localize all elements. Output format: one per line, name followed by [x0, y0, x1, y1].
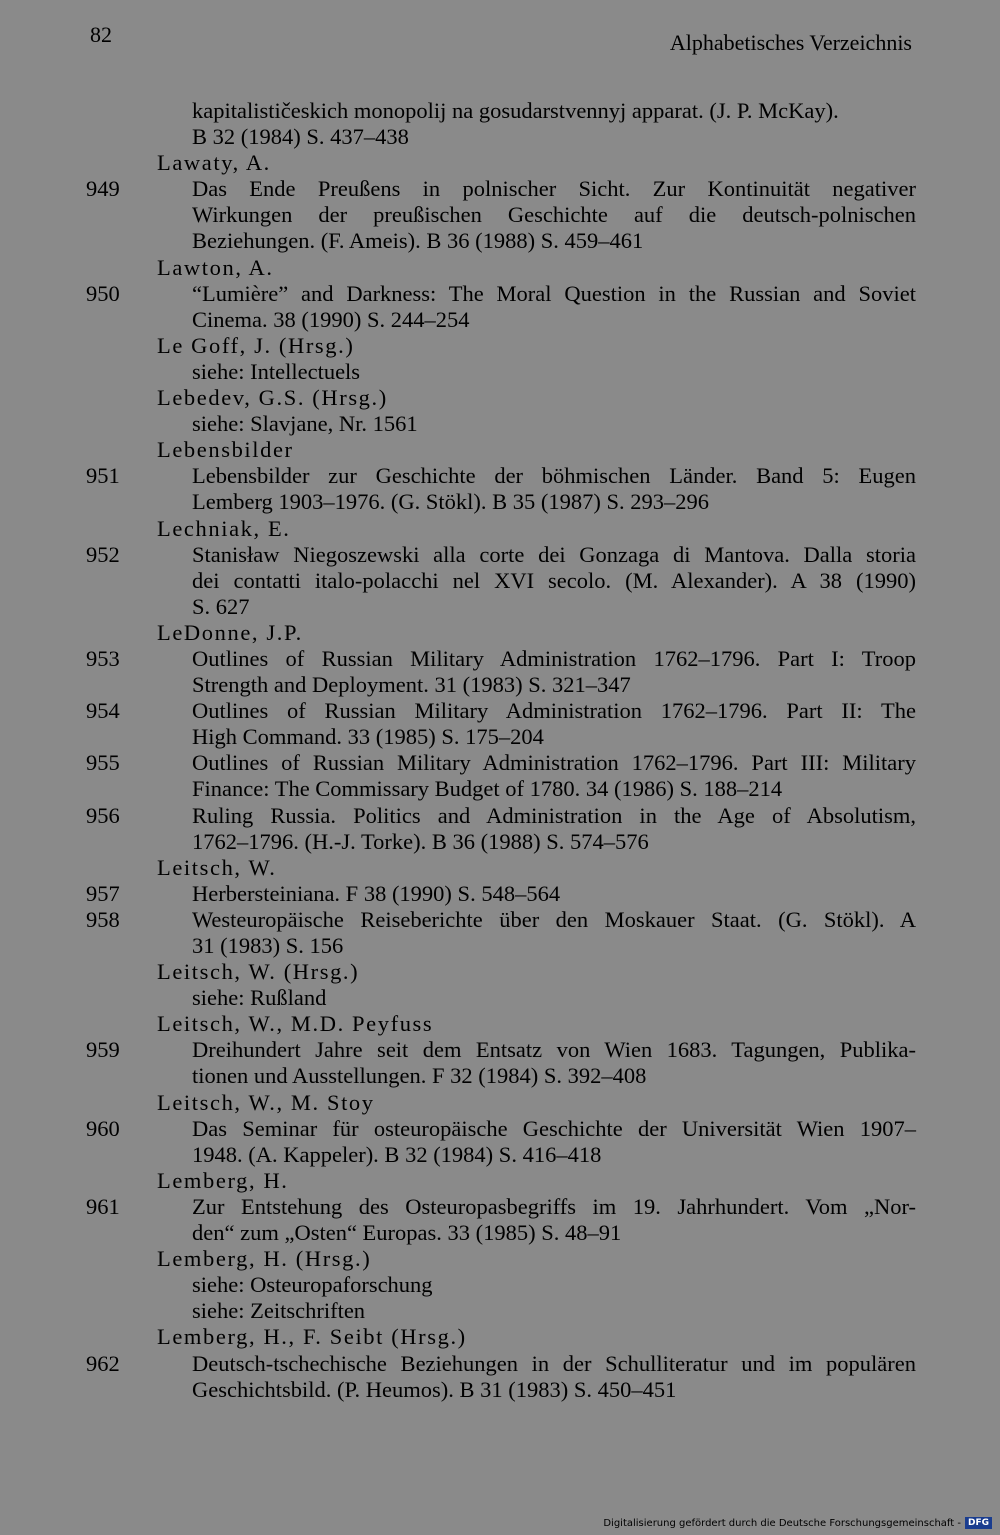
index-entry: [86, 750, 916, 776]
entry-continuation: [86, 411, 916, 437]
entry-text: den“ zum „Osten“ Europas. 33 (1985) S. 48–91: [192, 1220, 622, 1246]
entry-text: Stanisław Niegoszewski alla corte dei Gonzaga di Mantova. Dalla storia: [192, 541, 916, 567]
index-entry: [86, 463, 916, 489]
entry-number: 957: [86, 880, 120, 906]
entry-text: Herbersteiniana. F 38 (1990) S. 548–564: [192, 880, 561, 906]
entry-text: High Command. 33 (1985) S. 175–204: [192, 724, 544, 750]
entry-continuation: [86, 568, 916, 594]
author-name: Lebensbilder: [157, 437, 294, 463]
entry-continuation: [86, 829, 916, 855]
index-entry: [86, 698, 916, 724]
author-name: Lawaty, A.: [157, 150, 271, 176]
index-entry: [86, 803, 916, 829]
author-name: Lemberg, H. (Hrsg.): [157, 1246, 372, 1272]
entry-text: siehe: Slavjane, Nr. 1561: [192, 411, 418, 437]
entry-continuation: [86, 1142, 916, 1168]
index-entry: [86, 646, 916, 672]
author-name: Lawton, A.: [157, 254, 274, 280]
entry-text: Strength and Deployment. 31 (1983) S. 321–347: [192, 672, 631, 698]
author-heading: [86, 855, 916, 881]
entry-text: Das Seminar für osteuropäische Geschichte der Universität Wien 1907–: [192, 1115, 916, 1141]
index-entry: [86, 907, 916, 933]
author-name: Lechniak, E.: [157, 515, 291, 541]
entry-text: tionen und Ausstellungen. F 32 (1984) S. 392–408: [192, 1063, 647, 1089]
entry-text: Lemberg 1903–1976. (G. Stökl). B 35 (1987) S. 293–296: [192, 489, 710, 515]
entry-continuation: [86, 98, 916, 124]
digitization-credit: [603, 1517, 992, 1529]
entry-text: Finance: The Commissary Budget of 1780. 34 (1986) S. 188–214: [192, 776, 783, 802]
author-heading: [86, 620, 916, 646]
entry-number: 952: [86, 541, 120, 567]
entry-text: Outlines of Russian Military Administration 1762–1796. Part III: Military: [192, 750, 916, 776]
index-entry: [86, 1351, 916, 1377]
entry-continuation: [86, 776, 916, 802]
dfg-logo: DFG: [965, 1517, 992, 1529]
entry-number: 950: [86, 280, 120, 306]
index-entry: [86, 1037, 916, 1063]
entry-text: B 32 (1984) S. 437–438: [192, 124, 409, 150]
entry-text: dei contatti italo-polacchi nel XVI secolo. (M. Alexander). A 38 (1990): [192, 567, 916, 593]
entry-text: siehe: Intellectuels: [192, 358, 361, 384]
entry-continuation: [86, 307, 916, 333]
author-heading: [86, 1011, 916, 1037]
entry-continuation: [86, 1063, 916, 1089]
entry-text: Westeuropäische Reiseberichte über den Moskauer Staat. (G. Stökl). A: [192, 906, 916, 932]
entry-text: Geschichtsbild. (P. Heumos). B 31 (1983) S. 450–451: [192, 1376, 677, 1402]
entry-text: Cinema. 38 (1990) S. 244–254: [192, 306, 470, 332]
entry-continuation: [86, 1220, 916, 1246]
entry-text: Ruling Russia. Politics and Administration in the Age of Absolutism,: [192, 802, 916, 828]
entry-text: Deutsch-tschechische Beziehungen in der Schulliteratur und im populären: [192, 1350, 916, 1376]
entry-number: 951: [86, 463, 120, 489]
author-heading: [86, 255, 916, 281]
author-heading: [86, 1324, 916, 1350]
entry-text: 31 (1983) S. 156: [192, 933, 344, 958]
author-name: LeDonne, J.P.: [157, 619, 303, 645]
running-head: Alphabetisches Verzeichnis: [669, 30, 912, 55]
entry-number: 960: [86, 1115, 120, 1141]
entry-continuation: [86, 594, 916, 620]
entry-text: “Lumière” and Darkness: The Moral Question in the Russian and Soviet: [192, 280, 916, 306]
author-heading: [86, 385, 916, 411]
entry-text: Beziehungen. (F. Ameis). B 36 (1988) S. 459–461: [192, 228, 644, 254]
entry-number: 949: [86, 176, 120, 202]
author-name: Leitsch, W. (Hrsg.): [157, 959, 360, 985]
entry-text: siehe: Rußland: [192, 985, 327, 1011]
index-entries: [86, 98, 916, 1403]
entry-continuation: [86, 1377, 916, 1403]
author-name: Leitsch, W.: [157, 854, 277, 880]
entry-text: 1948. (A. Kappeler). B 32 (1984) S. 416–418: [192, 1141, 602, 1167]
entry-text: Das Ende Preußens in polnischer Sicht. Zur Kontinuität negativer: [192, 176, 916, 202]
index-entry: [86, 281, 916, 307]
entry-text: Lebensbilder zur Geschichte der böhmischen Länder. Band 5: Eugen: [192, 463, 916, 489]
author-heading: [86, 1168, 916, 1194]
entry-text: siehe: Osteuropaforschung: [192, 1272, 433, 1298]
entry-number: 959: [86, 1037, 120, 1063]
entry-text: Wirkungen der preußischen Geschichte auf die deutsch-polnischen: [192, 202, 916, 228]
index-entry: [86, 1116, 916, 1142]
author-heading: [86, 437, 916, 463]
index-entry: [86, 542, 916, 568]
entry-continuation: [86, 124, 916, 150]
entry-text: siehe: Zeitschriften: [192, 1298, 366, 1324]
page-number: 82: [90, 22, 112, 47]
author-name: Lemberg, H.: [157, 1167, 289, 1193]
entry-text: Outlines of Russian Military Administration 1762–1796. Part I: Troop: [192, 645, 916, 671]
author-name: Leitsch, W., M. Stoy: [157, 1089, 375, 1115]
author-heading: [86, 1246, 916, 1272]
entry-continuation: [86, 1272, 916, 1298]
entry-continuation: [86, 202, 916, 228]
entry-number: 958: [86, 906, 120, 932]
entry-number: 955: [86, 750, 120, 776]
index-entry: [86, 176, 916, 202]
entry-continuation: [86, 489, 916, 515]
entry-number: 961: [86, 1193, 120, 1219]
entry-continuation: [86, 933, 916, 959]
entry-number: 953: [86, 645, 120, 671]
entry-number: 954: [86, 698, 120, 724]
author-heading: [86, 959, 916, 985]
entry-text: Zur Entstehung des Osteuropasbegriffs im 19. Jahrhundert. Vom „Nor-: [192, 1193, 916, 1219]
entry-continuation: [86, 1298, 916, 1324]
author-name: Lemberg, H., F. Seibt (Hrsg.): [157, 1324, 467, 1350]
entry-number: 962: [86, 1350, 120, 1376]
author-heading: [86, 333, 916, 359]
entry-continuation: [86, 985, 916, 1011]
author-name: Le Goff, J. (Hrsg.): [157, 332, 355, 358]
entry-continuation: [86, 228, 916, 254]
credit-text: Digitalisierung gefördert durch die Deutsche Forschungsgemeinschaft -: [603, 1517, 961, 1529]
index-entry: [86, 1194, 916, 1220]
entry-text: S. 627: [192, 593, 250, 619]
entry-continuation: [86, 359, 916, 385]
author-heading: [86, 150, 916, 176]
index-entry: [86, 881, 916, 907]
author-name: Leitsch, W., M.D. Peyfuss: [157, 1011, 434, 1037]
author-heading: [86, 516, 916, 542]
entry-text: 1762–1796. (H.-J. Torke). B 36 (1988) S. 574–576: [192, 828, 649, 854]
entry-continuation: [86, 672, 916, 698]
author-heading: [86, 1090, 916, 1116]
entry-continuation: [86, 724, 916, 750]
author-name: Lebedev, G.S. (Hrsg.): [157, 385, 388, 411]
entry-number: 956: [86, 802, 120, 828]
entry-text: kapitalističeskich monopolij na gosudarstvennyj apparat. (J. P. McKay).: [192, 98, 839, 123]
entry-text: Outlines of Russian Military Administration 1762–1796. Part II: The: [192, 698, 916, 724]
entry-text: Dreihundert Jahre seit dem Entsatz von Wien 1683. Tagungen, Publika-: [192, 1037, 916, 1063]
